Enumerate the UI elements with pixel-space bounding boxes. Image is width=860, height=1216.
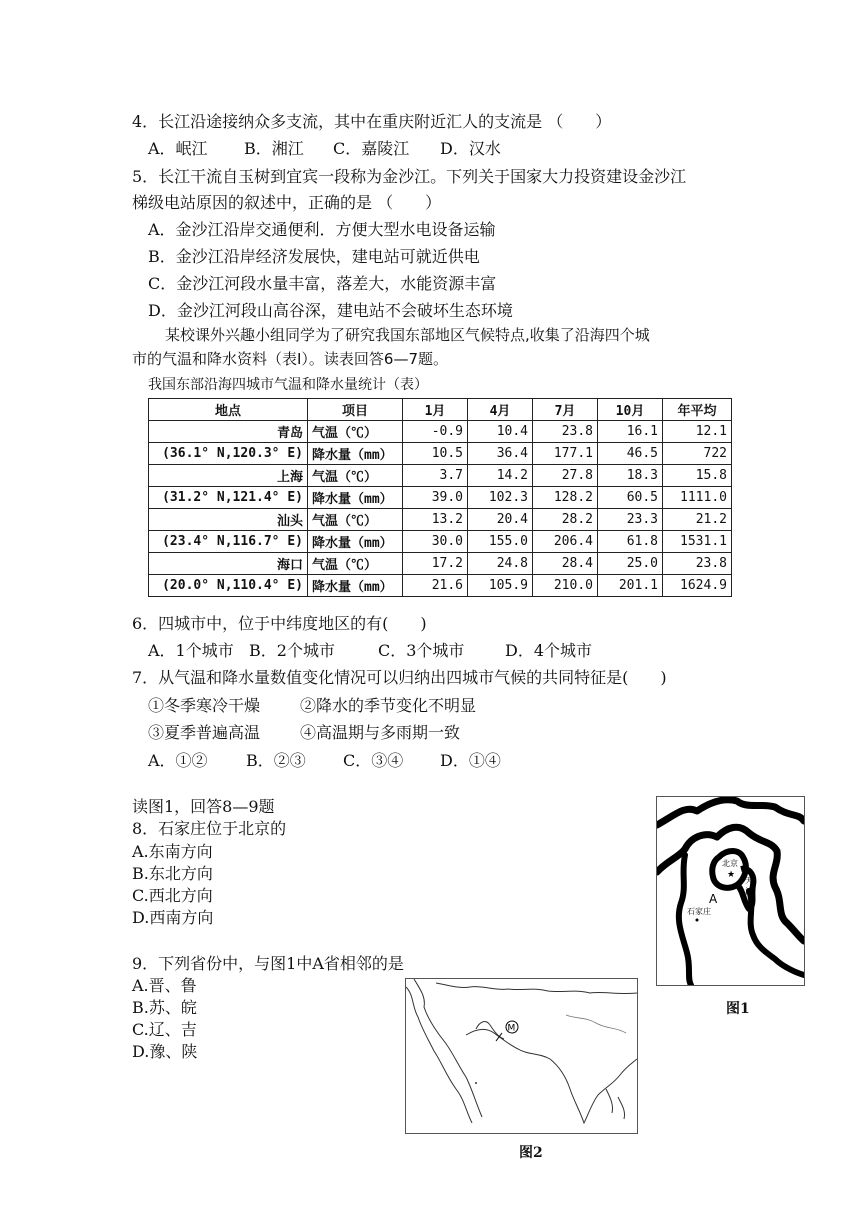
table-row	[149, 487, 732, 509]
table-cell: 177.1	[533, 443, 598, 465]
q8-option-b: B.东北方向	[132, 864, 213, 883]
q6-option-b: B．2个城市	[249, 641, 335, 660]
city-name: 汕头	[149, 509, 308, 531]
table-cell: 20.4	[468, 509, 533, 531]
table-cell: 1624.9	[663, 575, 732, 597]
temp-label: 气温（℃）	[308, 509, 403, 531]
q5-option-d: D．金沙江河段山高谷深，建电站不会破坏生态环境	[148, 301, 513, 320]
q8-option-a: A.东南方向	[132, 842, 213, 861]
table-cell: -0.9	[403, 421, 468, 443]
table-cell: 30.0	[403, 531, 468, 553]
table-cell: 17.2	[403, 553, 468, 575]
table-cell: 1111.0	[663, 487, 732, 509]
table-cell: 128.2	[533, 487, 598, 509]
q7-choice-2: ②降水的季节变化不明显	[300, 696, 477, 715]
q7-choice-4: ④高温期与多雨期一致	[300, 723, 461, 742]
table-cell: 210.0	[533, 575, 598, 597]
figure-2-caption: 图2	[519, 1145, 543, 1161]
q5-option-b: B．金沙江沿岸经济发展快，建电站可就近供电	[148, 247, 480, 266]
city-coord: (36.1° N,120.3° E)	[149, 443, 308, 465]
table-cell: 21.2	[663, 509, 732, 531]
table-row	[149, 575, 732, 597]
table-cell: 36.4	[468, 443, 533, 465]
fig1-shijiazhuang-label: 石家庄	[687, 907, 711, 916]
q9-stem: 9．下列省份中，与图1中A省相邻的是	[132, 954, 404, 973]
city-name: 青岛	[149, 421, 308, 443]
table-cell: 722	[663, 443, 732, 465]
q4-option-c: C．嘉陵江	[333, 139, 410, 158]
q8-option-d: D.西南方向	[132, 908, 214, 927]
q6-option-d: D．4个城市	[505, 641, 593, 660]
q9-option-b: B.苏、皖	[132, 998, 197, 1017]
q6-option-a: A．1个城市	[148, 641, 234, 660]
q7-option-b: B．②③	[246, 751, 306, 770]
table-row	[149, 553, 732, 575]
header-annual: 年平均	[663, 399, 732, 421]
table-row	[149, 443, 732, 465]
beijing-star-icon: ★	[727, 870, 736, 880]
table-cell: 18.3	[598, 465, 663, 487]
header-apr: 4月	[468, 399, 533, 421]
table-cell: 23.8	[533, 421, 598, 443]
q4-option-b: B．湘江	[244, 139, 304, 158]
q9-option-c: C.辽、吉	[132, 1020, 197, 1039]
q5-stem-line2: 梯级电站原因的叙述中，正确的是 （ ）	[132, 193, 442, 212]
table-cell: 201.1	[598, 575, 663, 597]
q5-stem-line1: 5．长江干流自玉树到宜宾一段称为金沙江。下列关于国家大力投资建设金沙江	[132, 167, 687, 186]
table-cell: 46.5	[598, 443, 663, 465]
table-cell: 39.0	[403, 487, 468, 509]
table-cell: 23.3	[598, 509, 663, 531]
figure-1-map	[656, 796, 805, 986]
header-jul: 7月	[533, 399, 598, 421]
intro-line1: 某校课外兴趣小组同学为了研究我国东部地区气候特点,收集了沿海四个城	[165, 326, 650, 344]
table-cell: 15.8	[663, 465, 732, 487]
table-cell: 24.8	[468, 553, 533, 575]
q6-option-c: C．3个城市	[378, 641, 465, 660]
temp-label: 气温（℃）	[308, 553, 403, 575]
q7-choice-1: ①冬季寒冷干燥	[148, 696, 261, 715]
table-cell: 102.3	[468, 487, 533, 509]
city-name: 海口	[149, 553, 308, 575]
fig1-tianjin-label-1: 天	[745, 876, 753, 885]
fig2-m-label: M	[507, 1023, 516, 1034]
precip-label: 降水量（mm）	[308, 487, 403, 509]
table-row	[149, 509, 732, 531]
climate-table	[148, 398, 732, 597]
q4-option-a: A．岷江	[148, 139, 208, 158]
table-cell: 12.1	[663, 421, 732, 443]
table-cell: 3.7	[403, 465, 468, 487]
intro-line2: 市的气温和降水资料（表Ⅰ）。读表回答6—7题。	[132, 350, 449, 368]
figure-1-caption: 图1	[726, 1001, 750, 1017]
q8-lead: 读图1，回答8—9题	[132, 797, 275, 816]
temp-label: 气温（℃）	[308, 421, 403, 443]
fig1-a-label: A	[709, 892, 718, 906]
table-cell: 25.0	[598, 553, 663, 575]
temp-label: 气温（℃）	[308, 465, 403, 487]
precip-label: 降水量（mm）	[308, 443, 403, 465]
table-cell: 60.5	[598, 487, 663, 509]
fig1-tianjin-label-2: 津	[745, 887, 753, 896]
table-cell: 10.5	[403, 443, 468, 465]
q4-stem: 4．长江沿途接纳众多支流，其中在重庆附近汇人的支流是 （ ）	[132, 112, 612, 131]
table-header-row	[149, 399, 732, 421]
city-coord: (31.2° N,121.4° E)	[149, 487, 308, 509]
west-asia-outline-map	[406, 979, 637, 1133]
precip-label: 降水量（mm）	[308, 575, 403, 597]
precip-label: 降水量（mm）	[308, 531, 403, 553]
table-cell: 23.8	[663, 553, 732, 575]
q7-option-c: C．③④	[343, 751, 404, 770]
header-jan: 1月	[403, 399, 468, 421]
q5-option-c: C．金沙江河段水量丰富，落差大，水能资源丰富	[148, 274, 497, 293]
q7-option-a: A．①②	[148, 751, 208, 770]
city-name: 上海	[149, 465, 308, 487]
city-coord: (23.4° N,116.7° E)	[149, 531, 308, 553]
table-cell: 13.2	[403, 509, 468, 531]
q5-option-a: A．金沙江沿岸交通便利．方便大型水电设备运输	[148, 220, 496, 239]
header-item: 项目	[308, 399, 403, 421]
header-location: 地点	[149, 399, 308, 421]
shijiazhuang-dot	[696, 919, 699, 922]
table-row	[149, 531, 732, 553]
province-outline-map	[657, 797, 804, 985]
table-cell: 27.8	[533, 465, 598, 487]
figure-2-map	[405, 978, 638, 1134]
q6-stem: 6．四城市中，位于中纬度地区的有( )	[132, 614, 427, 633]
q7-stem: 7．从气温和降水量数值变化情况可以归纳出四城市气候的共同特征是( )	[132, 668, 667, 687]
table-cell: 1531.1	[663, 531, 732, 553]
table-cell: 21.6	[403, 575, 468, 597]
table-cell: 206.4	[533, 531, 598, 553]
table-cell: 28.4	[533, 553, 598, 575]
table-cell: 10.4	[468, 421, 533, 443]
header-oct: 10月	[598, 399, 663, 421]
table-row	[149, 465, 732, 487]
q8-stem: 8．石家庄位于北京的	[132, 819, 287, 838]
table-cell: 28.2	[533, 509, 598, 531]
q9-option-a: A.晋、鲁	[132, 976, 197, 995]
q9-option-d: D.豫、陕	[132, 1042, 198, 1061]
q8-option-c: C.西北方向	[132, 886, 213, 905]
table-cell: 16.1	[598, 421, 663, 443]
table-cell: 14.2	[468, 465, 533, 487]
city-coord: (20.0° N,110.4° E)	[149, 575, 308, 597]
table-cell: 61.8	[598, 531, 663, 553]
table-title: 我国东部沿海四城市气温和降水量统计（表）	[148, 377, 428, 393]
q4-option-d: D．汉水	[440, 139, 501, 158]
q7-option-d: D．①④	[440, 751, 501, 770]
q7-choice-3: ③夏季普遍高温	[148, 723, 261, 742]
fig1-beijing-label: 北京	[722, 859, 738, 868]
table-row	[149, 421, 732, 443]
table-cell: 105.9	[468, 575, 533, 597]
table-cell: 155.0	[468, 531, 533, 553]
